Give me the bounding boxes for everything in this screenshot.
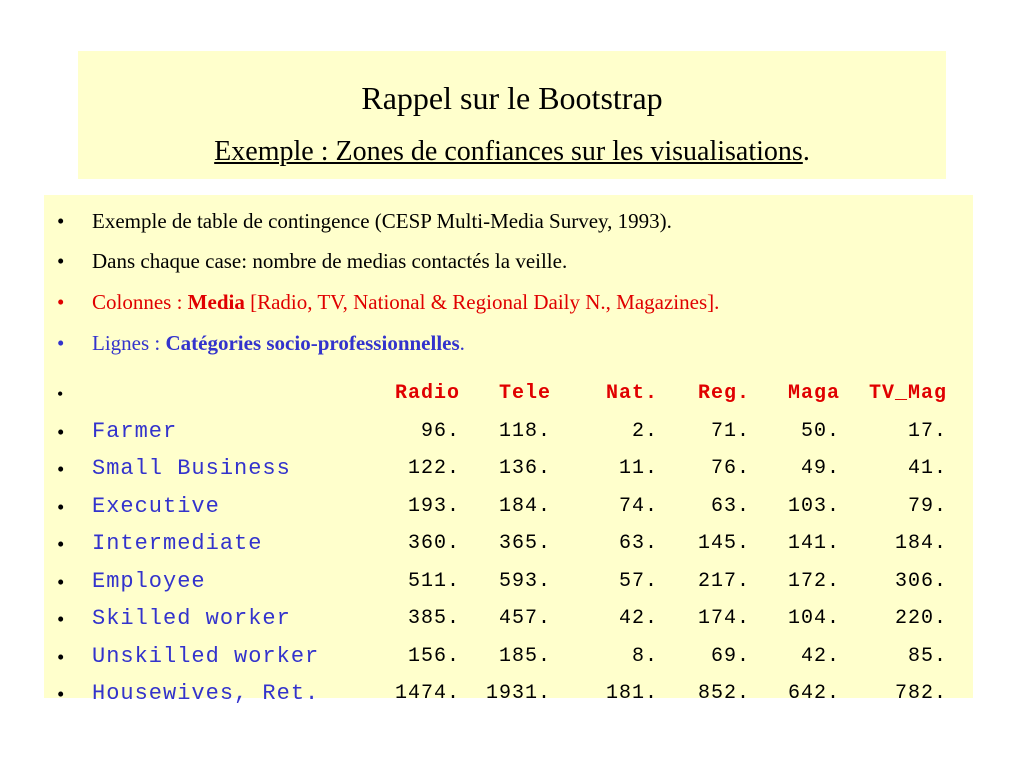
row-label: Employee <box>92 568 206 594</box>
table-header-cell: Maga <box>787 382 840 405</box>
table-cell: 457. <box>498 607 551 630</box>
table-header-cell: Tele <box>498 382 551 405</box>
table-cell: 181. <box>605 682 658 705</box>
bullet-suffix: [Radio, TV, National & Regional Daily N., Magazines]. <box>244 290 720 314</box>
table-cell: 306. <box>894 569 947 593</box>
row-label: Unskilled worker <box>92 643 320 669</box>
table-cell: 360. <box>407 532 460 555</box>
bullet-dot: • <box>57 682 65 706</box>
table-cell: 385. <box>407 607 460 630</box>
bullet-bold: Catégories socio-professionnelles <box>165 331 460 355</box>
content-box <box>44 195 973 706</box>
table-cell: 74. <box>618 494 658 518</box>
table-cell: 174. <box>697 607 750 630</box>
table-cell: 511. <box>407 569 460 593</box>
bullet-bold: Media <box>187 290 245 314</box>
table-cell: 76. <box>710 457 750 480</box>
table-cell: 172. <box>787 569 840 593</box>
bullet-dot: • <box>57 384 64 404</box>
subtitle-text: Exemple : Zones de confiances sur les visualisations <box>214 136 803 167</box>
row-label: Housewives, Ret. <box>92 681 320 706</box>
table-cell: 103. <box>787 494 840 518</box>
table-cell: 782. <box>894 682 947 705</box>
table-cell: 145. <box>697 532 750 555</box>
table-header-cell: Nat. <box>605 382 658 405</box>
table-cell: 2. <box>631 419 658 443</box>
row-label: Skilled worker <box>92 606 291 631</box>
table-cell: 57. <box>618 569 658 593</box>
table-cell: 593. <box>498 569 551 593</box>
table-cell: 11. <box>618 457 658 480</box>
table-cell: 193. <box>407 494 460 518</box>
table-cell: 49. <box>800 457 840 480</box>
table-cell: 42. <box>618 607 658 630</box>
table-cell: 41. <box>907 457 947 480</box>
table-cell: 1474. <box>394 682 460 705</box>
bullet-text: Dans chaque case: nombre de medias contactés la veille. <box>92 249 568 273</box>
table-cell: 50. <box>800 419 840 443</box>
bullet-text <box>92 285 719 319</box>
bullet-suffix: . <box>459 331 465 355</box>
table-cell: 365. <box>498 532 551 555</box>
bullet-dot: • <box>57 569 65 594</box>
row-label: Small Business <box>92 456 291 481</box>
bullet-dot: • <box>57 209 65 233</box>
bullet-prefix: Lignes : <box>92 331 166 355</box>
table-cell: 136. <box>498 457 551 480</box>
slide-title: Rappel sur le Bootstrap <box>361 80 663 116</box>
bullet-text: Exemple de table de contingence (CESP Multi-Media Survey, 1993). <box>92 209 672 233</box>
bullet-prefix: Colonnes : <box>92 290 188 314</box>
bullet-dot: • <box>57 290 65 314</box>
table-cell: 85. <box>907 644 947 668</box>
bullet-dot: • <box>57 644 65 669</box>
table-cell: 185. <box>498 644 551 668</box>
table-cell: 79. <box>907 494 947 518</box>
title-box <box>78 51 946 179</box>
table-header-cell: Reg. <box>697 382 750 405</box>
table-cell: 141. <box>787 532 840 555</box>
table-cell: 69. <box>710 644 750 668</box>
table-cell: 220. <box>894 607 947 630</box>
bullet-dot: • <box>57 457 65 481</box>
row-label: Intermediate <box>92 531 263 556</box>
row-label: Farmer <box>92 418 178 444</box>
table-cell: 17. <box>907 419 947 443</box>
slide-subtitle <box>78 136 946 168</box>
table-cell: 42. <box>800 644 840 668</box>
table-header-cell: Radio <box>394 382 460 405</box>
table-cell: 122. <box>407 457 460 480</box>
bullet-dot: • <box>57 532 65 556</box>
subtitle-period: . <box>802 136 810 167</box>
table-cell: 96. <box>420 419 460 443</box>
table-cell: 156. <box>407 644 460 668</box>
table-cell: 63. <box>618 532 658 555</box>
table-header-cell: TV_Mag <box>868 382 947 405</box>
bullet-dot: • <box>57 331 65 355</box>
table-cell: 642. <box>787 682 840 705</box>
table-cell: 1931. <box>485 682 551 705</box>
table-cell: 63. <box>710 494 750 518</box>
table-cell: 71. <box>710 419 750 443</box>
table-cell: 184. <box>498 494 551 518</box>
table-cell: 852. <box>697 682 750 705</box>
table-cell: 8. <box>631 644 658 668</box>
bullet-dot: • <box>57 249 65 273</box>
bullet-dot: • <box>57 419 65 444</box>
row-label: Executive <box>92 493 220 519</box>
bullet-dot: • <box>57 607 65 631</box>
table-cell: 184. <box>894 532 947 555</box>
table-cell: 217. <box>697 569 750 593</box>
table-cell: 118. <box>498 419 551 443</box>
bullet-dot: • <box>57 494 65 519</box>
table-cell: 104. <box>787 607 840 630</box>
bullet-text <box>92 326 465 360</box>
